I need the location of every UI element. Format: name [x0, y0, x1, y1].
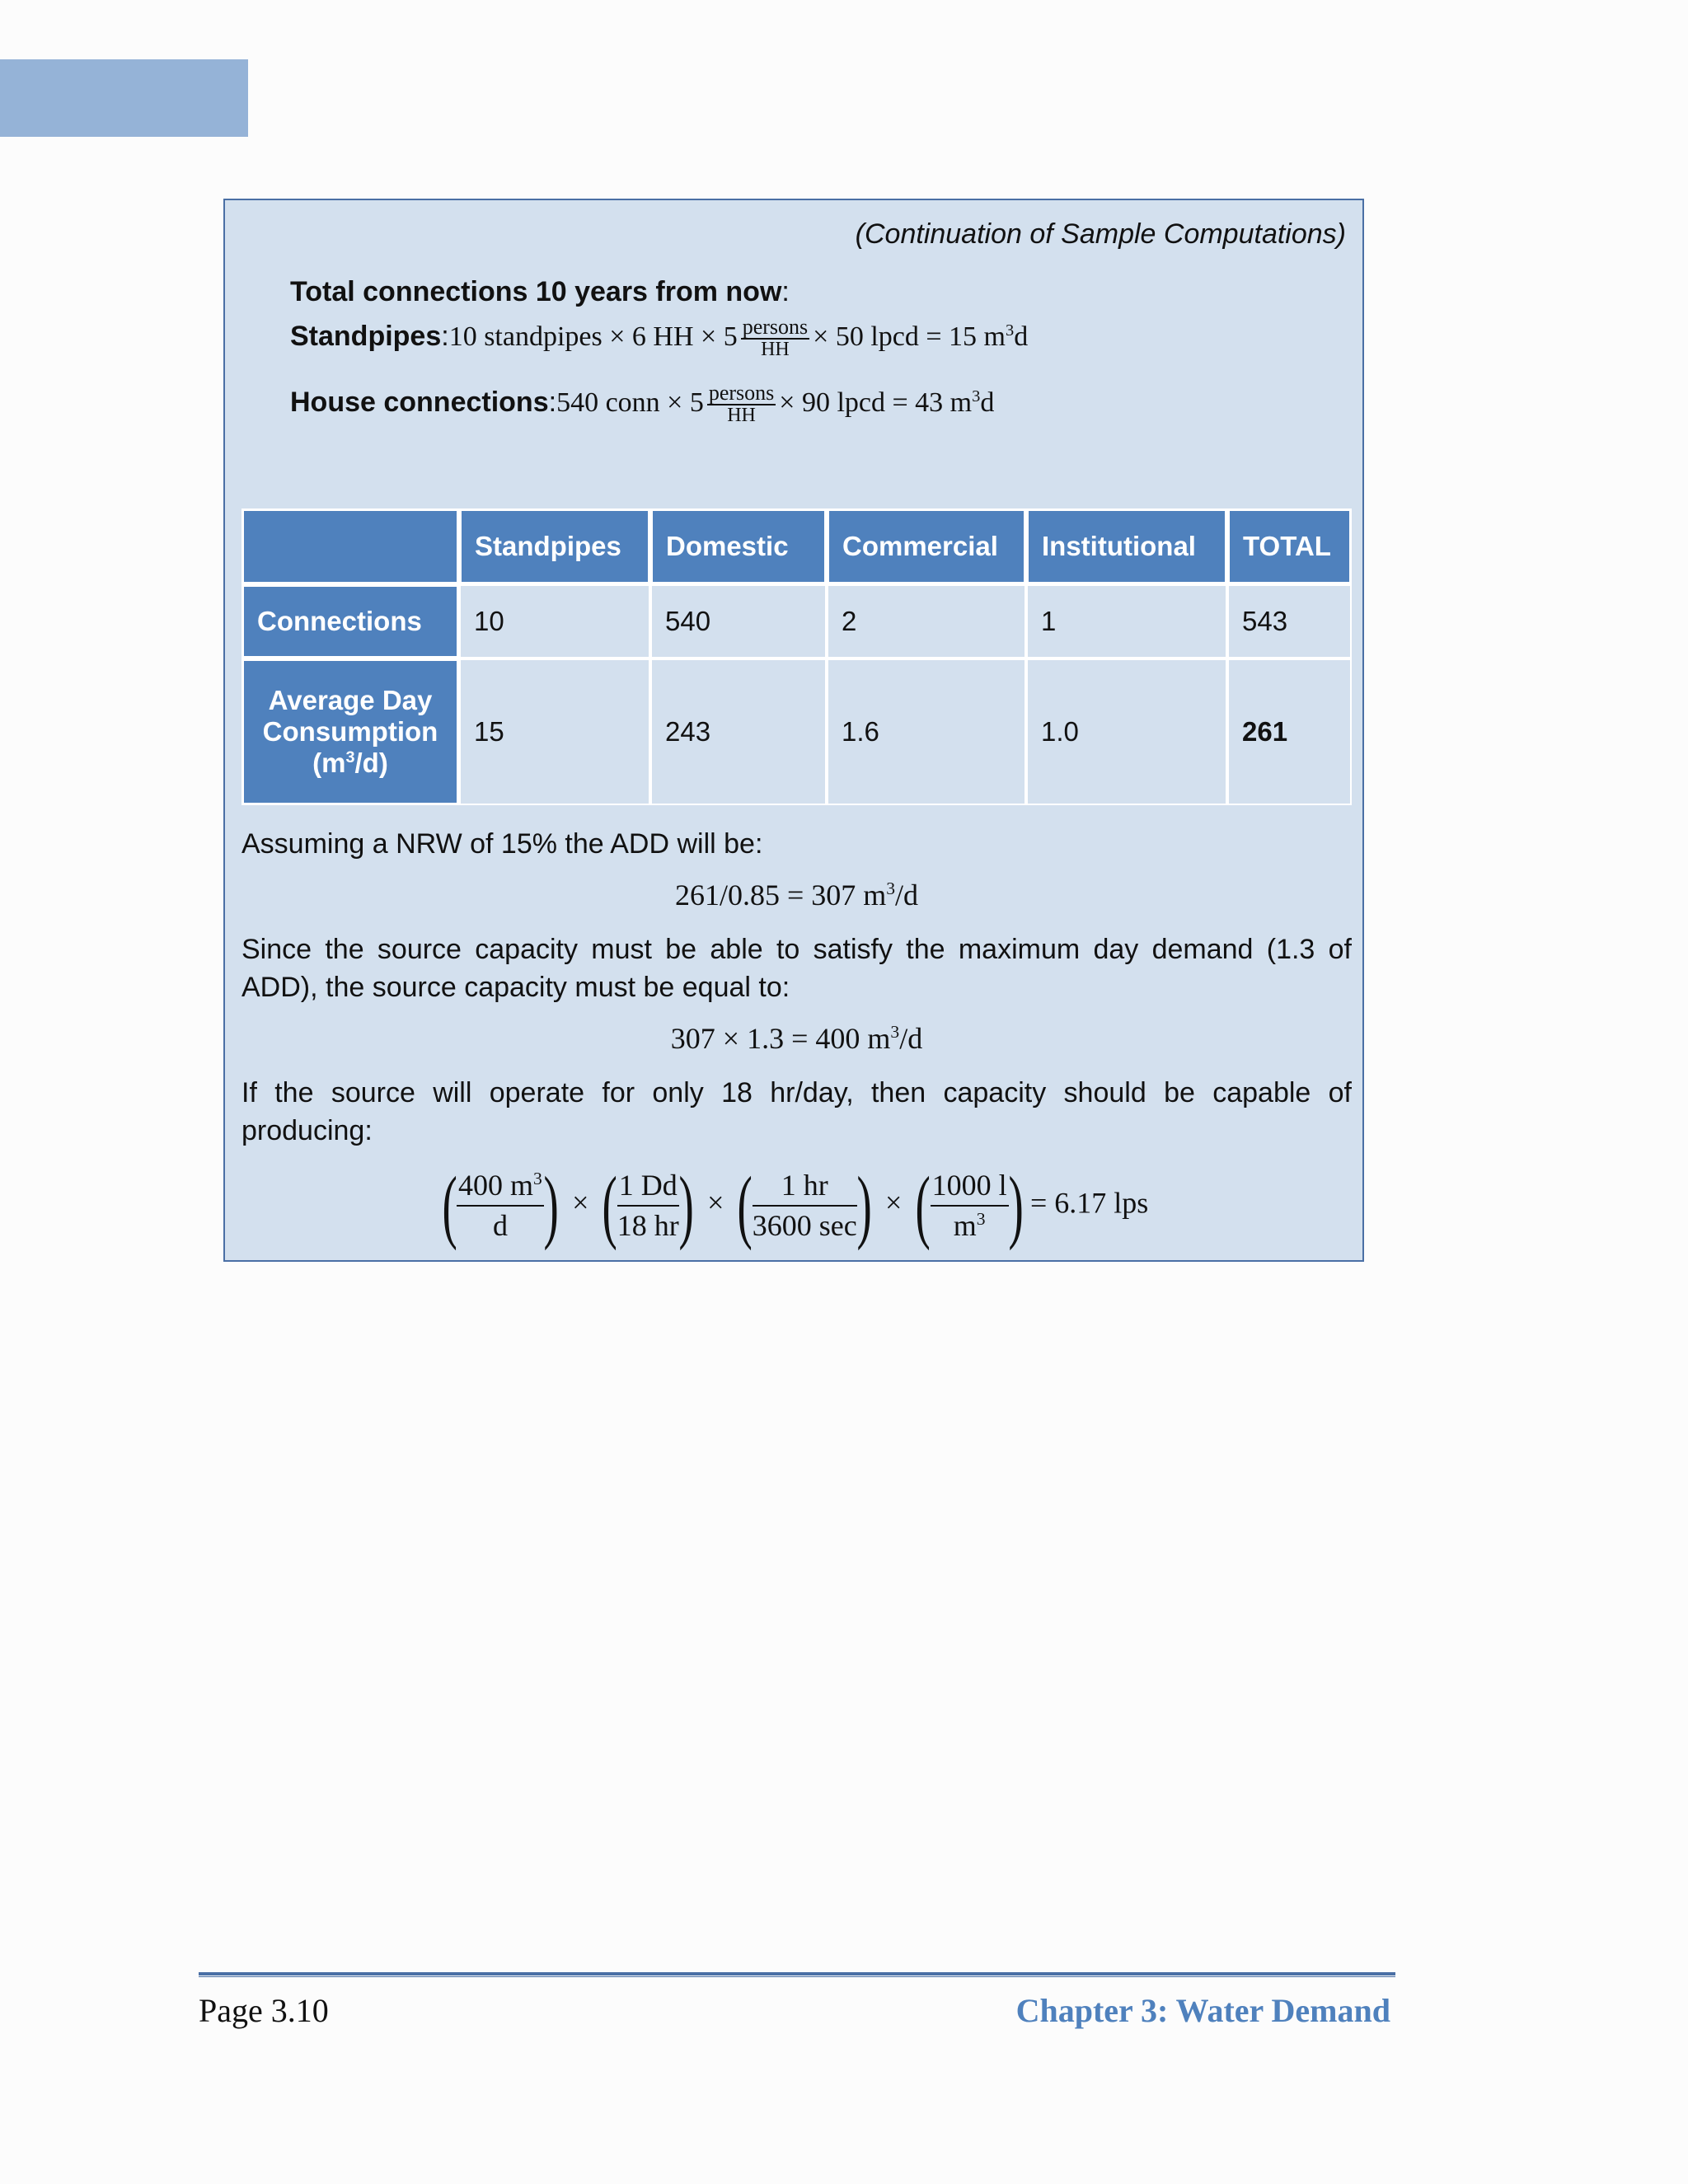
row-label-connections: Connections [241, 584, 459, 658]
standpipes-frac-num: persons [742, 315, 809, 339]
total-connections-colon: : [781, 276, 790, 307]
connections-table [241, 509, 1352, 805]
standpipes-pre: 10 standpipes × 6 HH × 5 [448, 321, 738, 353]
f1-num: 400 m [458, 1169, 534, 1202]
table-header-commercial: Commercial [827, 509, 1026, 584]
operate-text: If the source will operate for only 18 hr/day, then capacity should be capable of producing: [241, 1077, 1352, 1146]
f4-den: m [953, 1209, 977, 1242]
standpipes-line: Standpipes:10 standpipes × 6 HH × 5 $\frac{\text{persons}}{HH}$ × 50 lpcd = 15 $m^3d$ [290, 315, 1029, 361]
footer-page-number: Page 3.10 [199, 1992, 329, 2029]
f3-den: 3600 sec [752, 1209, 857, 1242]
cell-add-domestic: 243 [650, 658, 827, 805]
standpipes-fraction [741, 316, 809, 360]
eq2-post: /d [899, 1022, 923, 1055]
eq2-sup: 3 [890, 1022, 900, 1042]
house-frac-num: persons [708, 381, 775, 405]
house-fraction [707, 382, 776, 426]
eq1-post: /d [895, 879, 919, 912]
cell-add-standpipes: 15 [459, 658, 650, 805]
table-header-empty [241, 509, 459, 584]
standpipes-label: Standpipes [290, 321, 442, 353]
house-post: × 90 lpcd = 43 m [779, 387, 973, 419]
times-sign: × [707, 1186, 724, 1220]
times-sign: × [572, 1186, 589, 1220]
standpipes-post: × 50 lpcd = 15 m [813, 321, 1006, 353]
capacity-formula: ( $\frac{400 m^3}{d}$ ) × ( $\frac{1 Dd}{18 hr}$ ) × ( $\frac{1 hr}{3600 \sec}$ ) × ( $\frac{1000 l}{m^3}$ ) = 6.17 lps [442, 1160, 1149, 1251]
f2-num: 1 Dd [617, 1166, 679, 1207]
table-header-row [241, 509, 1352, 584]
footer-rule [199, 1972, 1395, 1977]
nrw-text: Assuming a NRW of 15% the ADD will be: [241, 828, 763, 860]
eq1-pre: 261/0.85 = 307 m [674, 879, 887, 912]
total-connections-heading [290, 276, 790, 308]
cell-add-institutional: 1.0 [1026, 658, 1227, 805]
house-post-end: d [980, 387, 995, 419]
f3-num: 1 hr [753, 1166, 857, 1207]
standpipes-frac-den: HH [761, 339, 790, 361]
times-sign: × [885, 1186, 903, 1220]
row-label-line3 [257, 748, 443, 779]
footer-chapter-title: Chapter 3: Water Demand [1015, 1992, 1390, 2029]
continuation-note: (Continuation of Sample Computations) [855, 218, 1346, 250]
formula-frac-4 [931, 1166, 1009, 1245]
source-capacity-text: Since the source capacity must be able to satisfy the maximum day demand (1.3 of ADD), the source capacity must be equal to: [241, 934, 1352, 1003]
row-label-line3-pre: (m [312, 748, 346, 778]
eq2-pre: 307 × 1.3 = 400 m [670, 1022, 891, 1055]
standpipes-post-end: d [1014, 321, 1029, 353]
f2-den: 18 hr [617, 1209, 679, 1242]
formula-frac-1 [457, 1166, 544, 1245]
table-header-total: TOTAL [1227, 509, 1352, 584]
cell-connections-commercial: 2 [827, 584, 1026, 658]
formula-frac-3 [753, 1166, 857, 1245]
cell-connections-standpipes: 10 [459, 584, 650, 658]
cell-connections-total: 543 [1227, 584, 1352, 658]
table-header-standpipes: Standpipes [459, 509, 650, 584]
row-label-line3-sup: 3 [345, 748, 355, 766]
table-header-domestic: Domestic [650, 509, 827, 584]
table-header-institutional: Institutional [1026, 509, 1227, 584]
table-row [241, 584, 1352, 658]
house-connections-line: House connections:540 conn × 5 $\frac{\text{persons}}{HH}$ × 90 lpcd = 43 $m^3d$ [290, 381, 995, 427]
row-label-line2: Consumption [262, 716, 438, 747]
cell-add-total: 261 [1227, 658, 1352, 805]
cell-connections-institutional: 1 [1026, 584, 1227, 658]
house-connections-label: House connections [290, 387, 549, 419]
row-label-line1: Average Day [268, 685, 433, 715]
eq1-sup: 3 [886, 879, 896, 898]
total-connections-label: Total connections 10 years from now [290, 276, 782, 307]
house-sup: 3 [972, 387, 981, 405]
house-frac-den: HH [727, 405, 756, 427]
cell-add-commercial: 1.6 [827, 658, 1026, 805]
f4-den-sup: 3 [976, 1209, 986, 1229]
f4-num: 1000 l [931, 1166, 1009, 1207]
equation-add [241, 878, 1352, 912]
house-pre: 540 conn × 5 [556, 387, 704, 419]
row-label-line3-post: /d) [354, 748, 388, 778]
formula-frac-2 [617, 1166, 679, 1245]
f1-den: d [492, 1209, 508, 1242]
computation-box [223, 199, 1364, 1262]
formula-result: = 6.17 lps [1029, 1186, 1149, 1220]
cell-connections-domestic: 540 [650, 584, 827, 658]
equation-max-day [241, 1021, 1352, 1056]
corner-tab-decoration [0, 59, 248, 137]
row-label-average-day-consumption [241, 658, 459, 805]
standpipes-sup: 3 [1005, 321, 1015, 340]
table-row [241, 658, 1352, 805]
f1-num-sup: 3 [533, 1169, 542, 1189]
